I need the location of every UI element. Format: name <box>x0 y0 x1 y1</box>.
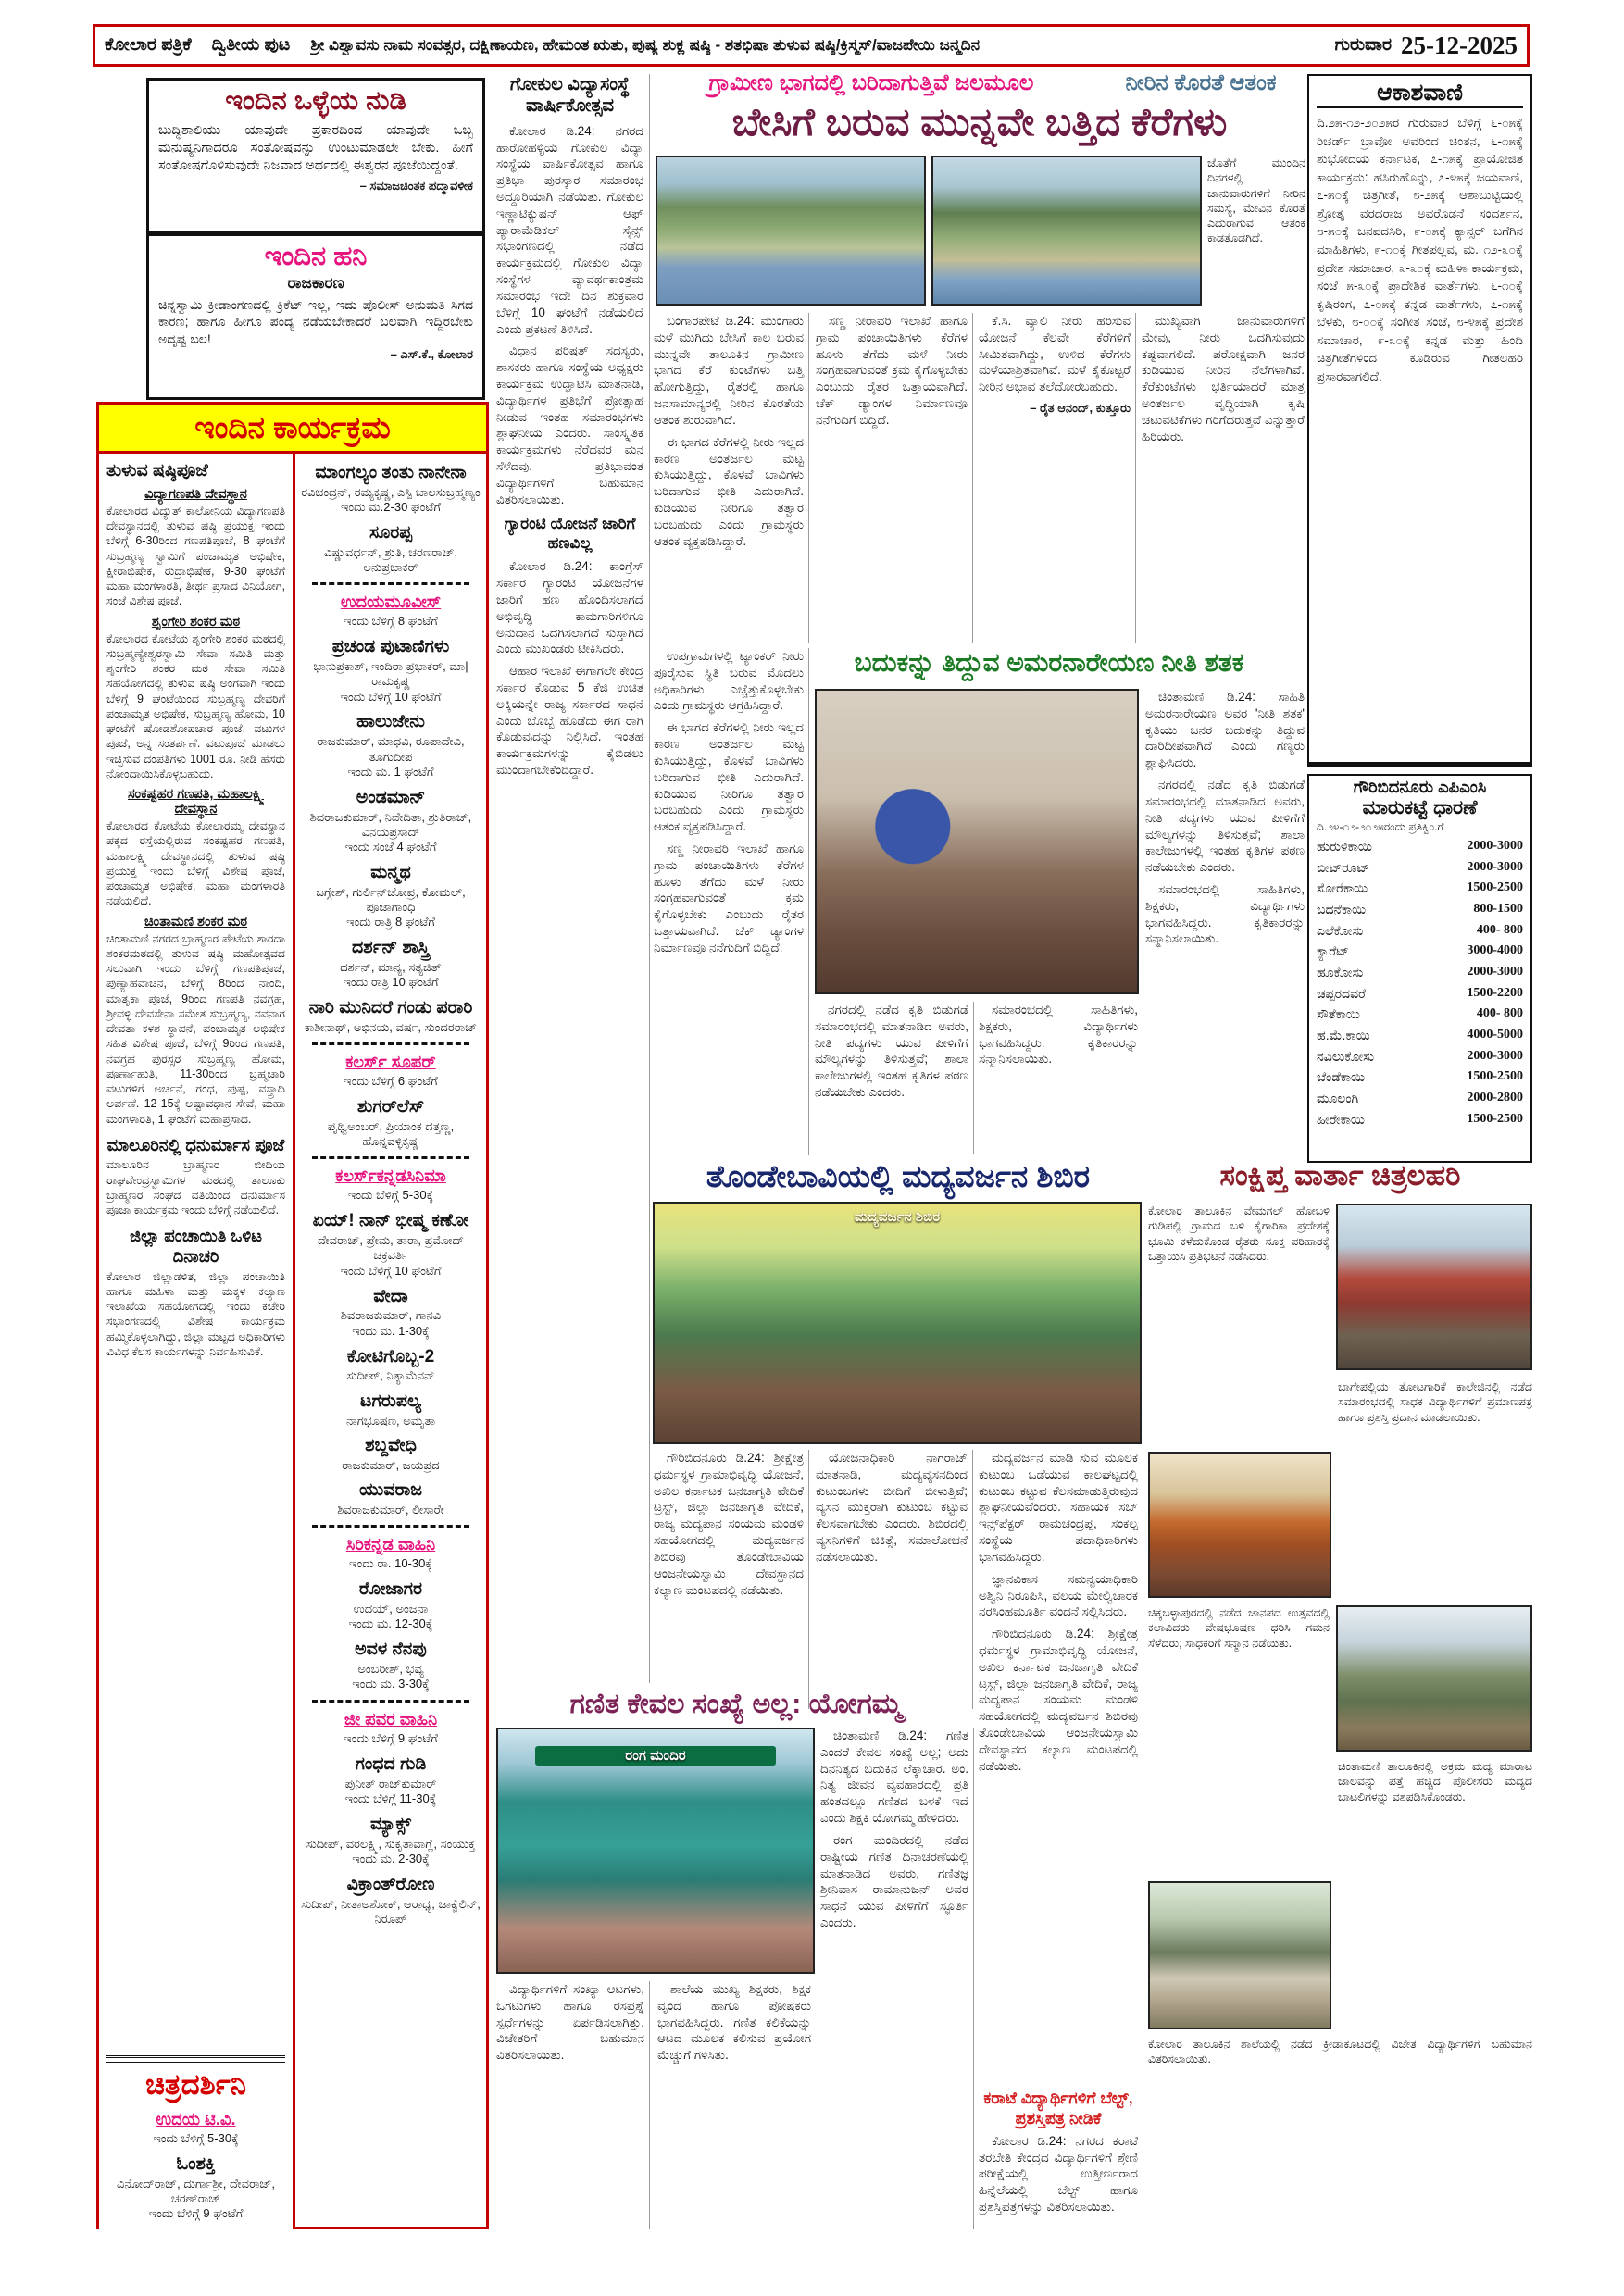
lake-paragraph: ಸಣ್ಣ ನೀರಾವರಿ ಇಲಾಖೆ ಹಾಗೂ ಗ್ರಾಮ ಪಂಚಾಯಿತಿಗಳು ಕೆರೆಗಳ ಹೂಳು ತೆಗೆದು ಮಳೆ ನೀರು ಸಂಗ್ರಹವಾಗುವಂತೆ ಕ್ರಮ ಕೈಗೊಳ್ಳಬೇಕು ಎಂಬುದು ರೈತರ ಒತ್ತಾಯವಾಗಿದೆ. ಚೆಕ್ ಡ್ಯಾಂಗಳ ನಿರ್ಮಾಣವೂ ನನೆಗುದಿಗೆ ಬಿದ್ದಿದೆ. <box>654 841 804 955</box>
chitradarshini-channel: ಉದಯ ಟಿ.ವಿ. <box>156 2109 236 2128</box>
temple-programmes-column <box>99 454 295 2229</box>
movie-time: ಇಂದು ಮ. 1-30ಕ್ಕೆ <box>352 1323 430 1338</box>
movie-title: ವೇದಾ <box>373 1286 408 1306</box>
panchanga-line: ಶ್ರೀ ವಿಶ್ವಾವಸು ನಾಮ ಸಂವತ್ಸರ, ದಕ್ಷಿಣಾಯಣ, ಹೇಮಂತ ಋತು, ಪುಷ್ಯ ಶುಕ್ಲ ಷಷ್ಠಿ - ಶತಭಿಷಾ ತುಳುವ ಷಷ್ಠಿ/ಕ್ರಿಸ್ಮಸ್/ವಾಜಪೇಯಿ ಜನ್ಮದಿನ <box>310 36 981 54</box>
channel-title: ಕಲರ್ಸ್‌ಕನ್ನಡಸಿನಿಮಾ <box>335 1167 446 1186</box>
lake-kicker: ಗ್ರಾಮೀಣ ಭಾಗದಲ್ಲಿ ಬರಿದಾಗುತ್ತಿವೆ ಜಲಮೂಲ <box>708 70 1034 95</box>
book-release-podium-photo <box>815 689 1139 994</box>
channel-time: ಇಂದು ಬೆಳಿಗ್ಗೆ 8 ಘಂಟೆಗೆ <box>344 614 438 629</box>
madyavarjana-headline: ತೊಂಡೇಬಾವಿಯಲ್ಲಿ ಮದ್ಯವರ್ಜನ ಶಿಬಿರ <box>706 1159 1091 1193</box>
movie-cast: ಉದಯ್, ಅಂಜನಾ <box>353 1601 429 1616</box>
movie-cast: ಶಿವರಾಜಕುಮಾರ್, ಲೀಸಾರೇ <box>337 1502 444 1516</box>
movie-title: ರೋಜಾಗರ <box>358 1578 423 1599</box>
chitralahari-headline: ಸಂಕ್ಷಿಪ್ತ ವಾರ್ತಾ ಚಿತ್ರಲಹರಿ <box>1219 1159 1461 1192</box>
lake-body-col-3 <box>979 313 1136 643</box>
market-title-2: ಮಾರುಕಟ್ಟೆ ಧಾರಣೆ <box>1362 797 1478 818</box>
movie-title: ದರ್ಶನ್ ಶಾಸ್ತ್ರಿ <box>352 938 430 958</box>
lake-quote-attribution: – ರೈತ ಆನಂದ್, ಕುತ್ತೂರು <box>1030 401 1131 416</box>
movie-title: ಅಂಡಮಾನ್ <box>356 787 426 807</box>
neeti-body-below-1 <box>815 1002 974 1154</box>
movie-time: ಇಂದು ಮ. 2-30ಕ್ಕೆ <box>352 1851 430 1866</box>
madyavarjana-paragraph: ಗೌರಿಬಿದನೂರು ಡಿ.24: ಶ್ರೀಕ್ಷೇತ್ರ ಧರ್ಮಸ್ಥಳ ಗ್ರಾಮಾಭಿವೃದ್ಧಿ ಯೋಜನೆ, ಅಖಿಲ ಕರ್ನಾಟಕ ಜನಜಾಗೃತಿ ವೇದಿಕೆ ಟ್ರಸ್ಟ್, ಜಿಲ್ಲಾ ಜನಜಾಗೃತಿ ವೇದಿಕೆ, ರಾಜ್ಯ ಮದ್ಯಪಾನ ಸಂಯಮ ಮಂಡಳಿ ಸಹಯೋಗದಲ್ಲಿ ಮದ್ಯವರ್ಜನ ಶಿಬಿರವು ತೊಂಡೇಬಾವಿಯ ಆಂಜನೇಯಸ್ವಾಮಿ ದೇವಸ್ಥಾನದ ಕಲ್ಯಾಣ ಮಂಟಪದಲ್ಲಿ ನಡೆಯಿತು. <box>979 1627 1138 1773</box>
programmes-banner-label: ಇಂದಿನ ಕಾರ್ಯಕ್ರಮ <box>194 409 391 444</box>
lake-body-col-5 <box>654 648 809 1155</box>
movie-title: ಟಗರುಪಲ್ಯ <box>360 1391 421 1411</box>
market-row: ಸೌತೆಕಾಯಿ 400- 800 <box>1317 1006 1523 1022</box>
lake-body-col-2 <box>816 313 973 643</box>
movie-time: ಇಂದು ಬೆಳಿಗ್ಗೆ 10 ಘಂಟೆಗೆ <box>340 1263 442 1278</box>
award-ceremony-photo <box>1336 1605 1532 1752</box>
temple-entry-body: ಮಾಲೂರಿನ ಬ್ರಾಹ್ಮಣರ ಬೀದಿಯ ರಾಘವೇಂದ್ರಸ್ವಾಮಿಗಳ ಮಠದಲ್ಲಿ ತಾಲೂಕು ಬ್ರಾಹ್ಮಣರ ಸಂಘದ ವತಿಯಿಂದ ಧನುರ್ಮಾಸ ಪೂಜಾ ಕಾರ್ಯಕ್ರಮ ಇಂದು ಬೆಳಿಗ್ಗೆ ನಡೆಯಲಿದೆ. <box>106 1158 285 1217</box>
lake-body-col-4 <box>1142 313 1305 643</box>
neeti-paragraph: ನಗರದಲ್ಲಿ ನಡೆದ ಕೃತಿ ಬಿಡುಗಡೆ ಸಮಾರಂಭದಲ್ಲಿ ಮಾತನಾಡಿದ ಅವರು, ನೀತಿ ಪದ್ಯಗಳು ಯುವ ಪೀಳಿಗೆಗೆ ಮೌಲ್ಯಗಳನ್ನು ತಿಳಿಸುತ್ತವೆ; ಶಾಲಾ ಕಾಲೇಜುಗಳಲ್ಲಿ ಇಂತಹ ಕೃತಿಗಳ ಪಠಣ ನಡೆಯಬೇಕು ಎಂದರು. <box>1145 778 1305 875</box>
akashavani-title: ಆಕಾಶವಾಣಿ <box>1317 80 1523 108</box>
divider <box>312 1525 469 1528</box>
market-row: ಚಪ್ಪರದವರೆ 1500-2200 <box>1317 985 1523 1001</box>
market-row: ನವಿಲುಕೋಸು 2000-3000 <box>1317 1048 1523 1064</box>
temple-entry-body: ಕೋಲಾರದ ಕೋಟೆಯ ಕೋಲಾರಮ್ಮ ದೇವಸ್ಥಾನ ಪಕ್ಕದ ರಸ್ತೆಯಲ್ಲಿರುವ ಸಂಕಷ್ಟಹರ ಗಣಪತಿ, ಮಹಾಲಕ್ಷ್ಮಿ ದೇವಸ್ಥಾನದಲ್ಲಿ ತುಳುವ ಷಷ್ಠಿ ಪ್ರಯುಕ್ತ ಇಂದು ಬೆಳಿಗ್ಗೆ ವಿಶೇಷ ಪೂಜೆ, ಪಂಚಾಮೃತ ಅಭಿಷೇಕ, ಮಹಾ ಮಂಗಳಾರತಿ ನಡೆಯಲಿದೆ. <box>106 819 285 908</box>
movie-title: ಅವಳ ನೆನಪು <box>355 1639 427 1659</box>
temple-entry-venue: ವಿದ್ಯಾಗಣಪತಿ ದೇವಸ್ಥಾನ <box>144 486 247 502</box>
market-row: ಕ್ಯಾರೆಟ್ 3000-4000 <box>1317 943 1523 959</box>
market-row: ಹ.ಮೆ.ಕಾಯಿ 4000-5000 <box>1317 1028 1523 1043</box>
channel-time: ಇಂದು ರಾ. 10-30ಕ್ಕೆ <box>349 1555 432 1570</box>
page-label: ದ್ವಿತೀಯ ಪುಟ <box>211 35 291 55</box>
movie-time: ಇಂದು ಬೆಳಿಗ್ಗೆ 10 ಘಂಟೆಗೆ <box>340 689 442 704</box>
movie-cast: ಭಾನುಪ್ರಕಾಶ್, ಇಂದಿರಾ ಪ್ರಭಾಕರ್, ಮಾ|ರಾಮಕೃಷ್ಣ <box>313 659 468 689</box>
movie-cast: ಜಗ್ಗೇಶ್, ಗುರ್ಲಿನ್‌ಚೋಪ್ರ, ಕೋಮಲ್, ಪೂಜಾಗಾಂಧಿ <box>316 884 466 915</box>
ganita-paragraph: ಚಿಂತಾಮಣಿ ಡಿ.24: ಗಣಿತ ಎಂದರೆ ಕೇವಲ ಸಂಖ್ಯೆ ಅಲ್ಲ; ಅದು ದಿನನಿತ್ಯದ ಬದುಕಿನ ಲೆಕ್ಕಾಚಾರ. ಅಂ. ನಿತ್ಯ ಜೀವನ ವ್ಯವಹಾರದಲ್ಲಿ ಪ್ರತಿ ಹಂತದಲ್ಲೂ ಗಣಿತದ ಬಳಕೆ ಇದೆ ಎಂದು ಶಿಕ್ಷಕಿ ಯೋಗಮ್ಮ ಹೇಳಿದರು. <box>820 1728 968 1826</box>
market-row: ಎಲೆಕೋಸು 400- 800 <box>1317 922 1523 938</box>
gokula-headline: ಗೋಕುಲ ವಿದ್ಯಾಸಂಸ್ಥೆ ವಾರ್ಷಿಕೋತ್ಸವ <box>509 74 631 117</box>
madyavarjana-paragraph: ಯೋಜನಾಧಿಕಾರಿ ನಾಗರಾಜ್ ಮಾತನಾಡಿ, ಮದ್ಯವ್ಯಸನದಿಂದ ಕುಟುಂಬಗಳು ಬೀದಿಗೆ ಬೀಳುತ್ತಿವೆ; ವ್ಯಸನ ಮುಕ್ತರಾಗಿ ಕುಟುಂಬ ಕಟ್ಟುವ ಕೆಲಸವಾಗಬೇಕು ಎಂದರು. ಶಿಬಿರದಲ್ಲಿ ವ್ಯಸನಿಗಳಿಗೆ ಚಿಕಿತ್ಸೆ, ಸಮಾಲೋಚನೆ ನಡೆಸಲಾಯಿತು. <box>816 1451 968 1564</box>
paper-name: ಕೋಲಾರ ಪತ್ರಿಕೆ <box>105 35 192 55</box>
market-note: ದಿ.೨೪-೧೨-೨೦೨೫ರಂದು ಪ್ರತಿಕ್ವಿಂ.ಗೆ <box>1317 820 1444 833</box>
movie-cast: ಕಾಶೀನಾಥ್, ಅಭಿನಯ, ವರ್ಷ, ಸುಂದರರಾಜ್ <box>304 1019 478 1034</box>
movie-title: ಶಬ್ದವೇಧಿ <box>365 1435 417 1455</box>
channel-title: ಉದಯಮೂವೀಸ್ <box>340 593 442 612</box>
temple-entry-venue: ಚಿಂತಾಮಣಿ ಶಂಕರ ಮಠ <box>144 914 248 930</box>
ganita-headline: ಗಣಿತ ಕೇವಲ ಸಂಖ್ಯೆ ಅಲ್ಲ: ಯೋಗಮ್ಮ <box>569 1689 903 1719</box>
movie-time: ಇಂದು ರಾತ್ರಿ 10 ಘಂಟೆಗೆ <box>343 975 439 990</box>
gokula-body: ವಿಧಾನ ಪರಿಷತ್ ಸದಸ್ಯರು, ಶಾಸಕರು ಹಾಗೂ ಸಂಸ್ಥೆಯ ಅಧ್ಯಕ್ಷರು ಕಾರ್ಯಕ್ರಮ ಉದ್ಘಾಟಿಸಿ ಮಾತನಾಡಿ, ವಿದ್ಯಾರ್ಥಿಗಳ ಪ್ರತಿಭೆಗೆ ಪ್ರೋತ್ಸಾಹ ನೀಡುವ ಇಂತಹ ಸಮಾರಂಭಗಳು ಶ್ಲಾಘನೀಯ ಎಂದರು. ಸಾಂಸ್ಕೃತಿಕ ಕಾರ್ಯಕ್ರಮಗಳು ನೆರೆದವರ ಮನ ಸೆಳೆದವು. ಪ್ರತಿಭಾವಂತ ವಿದ್ಯಾರ್ಥಿಗಳಿಗೆ ಬಹುಮಾನ ವಿತರಿಸಲಾಯಿತು. <box>496 343 643 506</box>
lake-paragraph: ಈ ಭಾಗದ ಕೆರೆಗಳಲ್ಲಿ ನೀರು ಇಲ್ಲದ ಕಾರಣ ಅಂತರ್ಜಲ ಮಟ್ಟ ಕುಸಿಯುತ್ತಿದ್ದು, ಕೊಳವೆ ಬಾವಿಗಳು ಬರಿದಾಗುವ ಭೀತಿ ಎದುರಾಗಿದೆ. ಕುಡಿಯುವ ನೀರಿಗೂ ತತ್ವಾರ ಬರಬಹುದು ಎಂದು ಗ್ರಾಮಸ್ಥರು ಆತಂಕ ವ್ಯಕ್ತಪಡಿಸಿದ್ದಾರೆ. <box>654 434 804 548</box>
market-row: ಸೋರೆಕಾಯಿ 1500-2500 <box>1317 880 1523 896</box>
movie-cast: ರಾಜಕುಮಾರ್, ಜಯಪ್ರದ <box>342 1457 440 1472</box>
good-word-attribution: – ಸಮಾಜಚಿಂತಕ ಪದ್ಮಾವಳೀಕ <box>359 179 473 193</box>
madyavarjana-paragraph: ಜ್ಞಾನವಿಕಾಸ ಸಮನ್ವಯಾಧಿಕಾರಿ ಅಶ್ವಿನಿ ನಿರೂಪಿಸಿ, ವಲಯ ಮೇಲ್ವಿಚಾರಕ ನರಸಿಂಹಮೂರ್ತಿ ವಂದನೆ ಸಲ್ಲಿಸಿದರು. <box>979 1571 1138 1619</box>
neeti-headline: ಬದುಕನ್ನು ತಿದ್ದುವ ಅಮರನಾರೇಯಣ ನೀತಿ ಶತಕ <box>854 648 1244 677</box>
dried-lake-photo-2 <box>931 156 1202 306</box>
divider <box>312 582 469 585</box>
ranga-mandira-photo <box>496 1728 815 1974</box>
akashavani-box <box>1307 74 1532 767</box>
karate-body: ಕೋಲಾರ ಡಿ.24: ನಗರದ ಕರಾಟೆ ತರಬೇತಿ ಕೇಂದ್ರದ ವಿದ್ಯಾರ್ಥಿಗಳಿಗೆ ಶ್ರೇಣಿ ಪರೀಕ್ಷೆಯಲ್ಲಿ ಉತ್ತೀರ್ಣರಾದ ಹಿನ್ನೆಲೆಯಲ್ಲಿ ಬೆಲ್ಟ್ ಹಾಗೂ ಪ್ರಶಸ್ತಿಪತ್ರಗಳನ್ನು ವಿತರಿಸಲಾಯಿತು. <box>979 2133 1138 2214</box>
lake-paragraph: ಕೆ.ಸಿ. ವ್ಯಾಲಿ ನೀರು ಹರಿಸುವ ಯೋಜನೆ ಕೆಲವೇ ಕೆರೆಗಳಿಗೆ ಸೀಮಿತವಾಗಿದ್ದು, ಉಳಿದ ಕೆರೆಗಳು ಮಳೆಯಾಶ್ರಿತವಾಗಿವೆ. ಮಳೆ ಕೈಕೊಟ್ಟರೆ ನೀರಿನ ಅಭಾವ ತಲೆದೋರಬಹುದು. <box>979 314 1131 394</box>
hani-title: ಇಂದಿನ ಹನಿ <box>264 242 368 271</box>
gokula-body: ಆಹಾರ ಇಲಾಖೆ ಈಗಾಗಲೇ ಕೇಂದ್ರ ಸರ್ಕಾರ ಕೊಡುವ 5 ಕೆಜಿ ಉಚಿತ ಅಕ್ಕಿಯನ್ನೇ ರಾಜ್ಯ ಸರ್ಕಾರದ ಸಾಧನೆ ಎಂದು ಬೊಬ್ಬೆ ಹೊಡೆದು ಈಗ ರಾಗಿ ಕೊಡುವುದನ್ನು ನಿಲ್ಲಿಸಿದೆ. ಇಂತಹ ಕಾರ್ಯಕ್ರಮಗಳನ್ನು ಕೈಬಿಡಲು ಮುಂದಾಗಬೇಕೆಂದಿದ್ದಾರೆ. <box>496 664 643 777</box>
chitralahari-caption: ಚಿಂತಾಮಣಿ ತಾಲೂಕಿನಲ್ಲಿ ಅಕ್ರಮ ಮದ್ಯ ಮಾರಾಟ ಜಾಲವನ್ನು ಪತ್ತೆ ಹಚ್ಚಿದ ಪೊಲೀಸರು ಮದ್ಯದ ಬಾಟಲಿಗಳನ್ನು ವಶಪಡಿಸಿಕೊಂಡರು. <box>1338 1760 1532 1803</box>
programmes-banner <box>99 405 486 454</box>
chitradarshini-title: ಚಿತ್ರದರ್ಶಿನಿ <box>145 2067 246 2101</box>
movie-title: ಹಾಲುಜೇನು <box>356 712 425 732</box>
movie-title: ಏಯ್! ನಾನ್ ಭೀಷ್ಮ ಕಣೋ <box>312 1211 469 1231</box>
temple-entry-venue: ಶೃಂಗೇರಿ ಶಂಕರ ಮಠ <box>151 614 241 630</box>
neeti-body-below-2 <box>979 1002 1138 1154</box>
market-title-1: ಗೌರಿಬಿದನೂರು ಎಪಿಎಂಸಿ <box>1353 778 1487 796</box>
chitradarshini-cast: ವಿನೋದ್‌ರಾಜ್, ದುರ್ಗಾಶ್ರೀ, ದೇವರಾಜ್, ಚರಣ್‌ರಾಜ್ <box>116 2176 275 2205</box>
movie-time: ಇಂದು ಮ.2-30 ಘಂಟೆಗೆ <box>340 500 442 515</box>
movie-cast: ಶಿವರಾಜಕುಮಾರ್, ಗಾನವಿ <box>340 1308 442 1323</box>
madyavarjana-paragraph: ಮದ್ಯವರ್ಜನ ಮಾಡಿ ಸುವ ಮೂಲಕ ಕುಟುಂಬ ಒಡೆಯುವ ಕಾಲಘಟ್ಟದಲ್ಲಿ ಕುಟುಂಬ ಕಟ್ಟುವ ಕೆಲಸಮಾಡುತ್ತಿರುವುದ ಶ್ಲಾಘನೀಯವೆಂದರು. ಸಹಾಯಕ ಸಬ್ ಇನ್ಸ್‌ಪೆಕ್ಟರ್ ರಾಮಚಂದ್ರಪ್ಪ, ಸಂಕಲ್ಪ ಸಂಸ್ಥೆಯ ಪದಾಧಿಕಾರಿಗಳು ಭಾಗವಹಿಸಿದ್ದರು. <box>979 1451 1138 1564</box>
market-row: ಹುರುಳಿಕಾಯಿ 2000-3000 <box>1317 839 1523 854</box>
movie-title: ಸೂರಪ್ಪ <box>369 522 412 543</box>
dried-lake-photo-1 <box>656 156 926 306</box>
protest-photo <box>1336 1204 1532 1370</box>
movie-cast: ಶಿವರಾಜಕುಮಾರ್, ನಿವೇದಿತಾ, ಶ್ರುತಿರಾಜ್, ವಿನಯಪ್ರಸಾದ್ <box>309 809 472 839</box>
hani-box <box>146 233 485 400</box>
chitralahari-caption: ಚಿಕ್ಕಬಳ್ಳಾಪುರದಲ್ಲಿ ನಡೆದ ಜಾನಪದ ಉತ್ಸವದಲ್ಲಿ ಕಲಾವಿದರು ವೇಷಭೂಷಣ ಧರಿಸಿ ಗಮನ ಸೆಳೆದರು; ಸಾಧಕರಿಗೆ ಸನ್ಮಾನ ನಡೆಯಿತು. <box>1148 1606 1330 1650</box>
movie-cast: ದೇವರಾಜ್, ಪ್ರೇಮ, ತಾರಾ, ಪ್ರಮೋದ್ ಚಕ್ರವರ್ತಿ <box>318 1233 464 1263</box>
ganita-paragraph: ರಂಗ ಮಂದಿರದಲ್ಲಿ ನಡೆದ ರಾಷ್ಟ್ರೀಯ ಗಣಿತ ದಿನಾಚರಣೆಯಲ್ಲಿ ಮಾತನಾಡಿದ ಅವರು, ಗಣಿತಜ್ಞ ಶ್ರೀನಿವಾಸ ರಾಮಾನುಜನ್ ಅವರ ಸಾಧನೆ ಯುವ ಪೀಳಿಗೆಗೆ ಸ್ಫೂರ್ತಿ ಎಂದರು. <box>820 1832 968 1929</box>
ganita-col-below-1 <box>496 1981 650 2229</box>
movie-cast: ಸುದೀಪ್, ನಿತ್ಯಾಮೆನನ್ <box>346 1368 435 1383</box>
movie-cast: ಪೃಥ್ವಿಅಂಬರ್, ಪ್ರಿಯಾಂಕ ದತ್ತಣ್ಣ, ಹೊನ್ನವಳ್ಳಿಕೃಷ್ಣ <box>327 1118 455 1149</box>
ganita-col-right <box>820 1728 974 2229</box>
movie-title: ಗಂಧದ ಗುಡಿ <box>355 1753 427 1774</box>
ganita-paragraph: ಶಾಲೆಯ ಮುಖ್ಯ ಶಿಕ್ಷಕರು, ಶಿಕ್ಷಕ ವೃಂದ ಹಾಗೂ ಪೋಷಕರು ಭಾಗವಹಿಸಿದ್ದರು. ಗಣಿತ ಕಲಿಕೆಯನ್ನು ಆಟದ ಮೂಲಕ ಕಲಿಸುವ ಪ್ರಯೋಗ ಮೆಚ್ಚುಗೆ ಗಳಿಸಿತು. <box>657 1982 811 2063</box>
lake-paragraph: ಈ ಭಾಗದ ಕೆರೆಗಳಲ್ಲಿ ನೀರು ಇಲ್ಲದ ಕಾರಣ ಅಂತರ್ಜಲ ಮಟ್ಟ ಕುಸಿಯುತ್ತಿದ್ದು, ಕೊಳವೆ ಬಾವಿಗಳು ಬರಿದಾಗುವ ಭೀತಿ ಎದುರಾಗಿದೆ. ಕುಡಿಯುವ ನೀರಿಗೂ ತತ್ವಾರ ಬರಬಹುದು ಎಂದು ಗ್ರಾಮಸ್ಥರು ಆತಂಕ ವ್ಯಕ್ತಪಡಿಸಿದ್ದಾರೆ. <box>654 720 804 834</box>
lake-paragraph: ಸಣ್ಣ ನೀರಾವರಿ ಇಲಾಖೆ ಹಾಗೂ ಗ್ರಾಮ ಪಂಚಾಯಿತಿಗಳು ಕೆರೆಗಳ ಹೂಳು ತೆಗೆದು ಮಳೆ ನೀರು ಸಂಗ್ರಹವಾಗುವಂತೆ ಕ್ರಮ ಕೈಗೊಳ್ಳಬೇಕು ಎಂಬುದು ರೈತರ ಒತ್ತಾಯವಾಗಿದೆ. ಚೆಕ್ ಡ್ಯಾಂಗಳ ನಿರ್ಮಾಣವೂ ನನೆಗುದಿಗೆ ಬಿದ್ದಿದೆ. <box>816 314 968 427</box>
lake-headline: ಬೇಸಿಗೆ ಬರುವ ಮುನ್ನವೇ ಬತ್ತಿದ ಕೆರೆಗಳು <box>731 100 1228 144</box>
temple-entry-body: ಕೋಲಾರದ ವಿದ್ಯುತ್ ಕಾಲೋನಿಯ ವಿದ್ಯಾಗಣಪತಿ ದೇವಸ್ಥಾನದಲ್ಲಿ ತುಳುವ ಷಷ್ಠಿ ಪ್ರಯುಕ್ತ ಇಂದು ಬೆಳಿಗ್ಗೆ 6-30ರಿಂದ ಗಣಪತಿಪೂಜೆ, 8 ಘಂಟೆಗೆ ಸುಬ್ರಹ್ಮಣ್ಯ ಸ್ವಾಮಿಗೆ ಪಂಚಾಮೃತ ಅಭಿಷೇಕ, ಕ್ಷೀರಾಭಿಷೇಕ, ರುದ್ರಾಭಿಷೇಕ, 9-30 ಘಂಟೆಗೆ ಮಹಾ ಮಂಗಳಾರತಿ, ತೀರ್ಥ ಪ್ರಸಾದ ವಿನಿಯೋಗ, ಸಂಜೆ ವಿಶೇಷ ಪೂಜೆ. <box>106 504 285 608</box>
karate-article <box>979 2089 1138 2229</box>
lake-paragraph: ಮುಖ್ಯವಾಗಿ ಜಾನುವಾರುಗಳಿಗೆ ಮೇವು, ನೀರು ಒದಗಿಸುವುದು ಕಷ್ಟವಾಗಲಿದೆ. ಪರೋಕ್ಷವಾಗಿ ಜನರ ಕುಡಿಯುವ ನೀರಿನ ನೆಲೆಗಳಾಗಿವೆ. ಕೆರೆಕುಂಟೆಗಳು ಭರ್ತಿಯಾದರೆ ಮಾತ್ರ ಅಂತರ್ಜಲ ವೃದ್ಧಿಯಾಗಿ ಕೃಷಿ ಚಟುವಟಿಕೆಗಳು ಗರಿಗೆದರುತ್ತವೆ ಎನ್ನುತ್ತಾರೆ ಹಿರಿಯರು. <box>1142 314 1305 443</box>
channel-time: ಇಂದು ಬೆಳಿಗ್ಗೆ 9 ಘಂಟೆಗೆ <box>344 1730 438 1745</box>
folk-festival-photo <box>1148 1452 1331 1598</box>
neeti-body-col <box>1145 689 1305 1155</box>
movie-title: ಮಾಂಗಲ್ಯಂ ತಂತು ನಾನೇನಾ <box>315 463 467 482</box>
ganita-col-below-2 <box>657 1981 811 2229</box>
day-label: ಗುರುವಾರ <box>1334 35 1393 55</box>
movie-time: ಇಂದು ಮ. 12-30ಕ್ಕೆ <box>348 1616 433 1630</box>
madyavarjana-col-2 <box>816 1450 973 1709</box>
ranga-mandira-banner: ರಂಗ ಮಂದಿರ <box>535 1746 776 1766</box>
lake-body-col-1 <box>654 313 809 643</box>
lake-paragraph: ಉಪಗ್ರಾಮಗಳಲ್ಲಿ ಟ್ಯಾಂಕರ್ ನೀರು ಪೂರೈಸುವ ಸ್ಥಿತಿ ಬರುವ ಮೊದಲು ಅಧಿಕಾರಿಗಳು ಎಚ್ಚೆತ್ತುಕೊಳ್ಳಬೇಕು ಎಂದು ಗ್ರಾಮಸ್ಥರು ಆಗ್ರಹಿಸಿದ್ದಾರೆ. <box>654 649 804 713</box>
movie-cast: ದರ್ಶನ್, ಮಾನ್ಯ, ಸತ್ಯಜಿತ್ <box>340 960 442 974</box>
channel-title: ಜೀ ಪವರ ವಾಹಿನಿ <box>344 1709 438 1728</box>
market-row: ಹೀರೇಕಾಯಿ 1500-2500 <box>1317 1111 1523 1127</box>
movie-time: ಇಂದು ಬೆಳಿಗ್ಗೆ 11-30ಕ್ಕೆ <box>344 1791 437 1805</box>
channel-time: ಇಂದು ಬೆಳಿಗ್ಗೆ 6 ಘಂಟೆಗೆ <box>344 1074 438 1089</box>
chitralahari-caption: ಕೋಲಾರ ತಾಲೂಕಿನ ವೇಮಗಲ್ ಹೋಬಳಿ ಗುಡಿಪಲ್ಲಿ ಗ್ರಾಮದ ಬಳಿ ಕೈಗಾರಿಕಾ ಪ್ರದೇಶಕ್ಕೆ ಭೂಮಿ ಕಳೆದುಕೊಂಡ ರೈತರು ಸೂಕ್ತ ಪರಿಹಾರಕ್ಕೆ ಒತ್ತಾಯಿಸಿ ಪ್ರತಿಭಟನೆ ನಡೆಸಿದರು. <box>1148 1204 1330 1263</box>
madyavarjana-col-1 <box>654 1450 809 1709</box>
movie-title: ವಿಕ್ರಾಂತ್‌ರೋಣ <box>346 1874 435 1894</box>
divider <box>312 1042 469 1045</box>
movie-time: ಇಂದು ಮ. 1 ಘಂಟೆಗೆ <box>347 764 434 779</box>
movie-cast: ರವಿಚಂದ್ರನ್, ರಮ್ಯಕೃಷ್ಣ, ಎಸ್ಪಿ ಬಾಲಸುಬ್ರಹ್ಮಣ್ಯಂ <box>301 484 481 499</box>
masthead <box>93 24 1530 67</box>
chitradarshini-channel-time: ಇಂದು ಬೆಳಿಗ್ಗೆ 5-30ಕ್ಕೆ <box>153 2130 239 2145</box>
gokula-body: ಕೋಲಾರ ಡಿ.24: ಕಾಂಗ್ರೆಸ್ ಸರ್ಕಾರ ಗ್ಯಾರಂಟಿ ಯೋಜನೆಗಳ ಜಾರಿಗೆ ಹಣ ಹೊಂದಿಸಲಾಗದೆ ಅಭಿವೃದ್ಧಿ ಕಾಮಗಾರಿಗಳಿಗೂ ಅನುದಾನ ಒದಗಿಸಲಾಗದೆ ಸುಸ್ತಾಗಿದೆ ಎಂದು ಮುಖಂಡರು ಟೀಕಿಸಿದರು. <box>496 559 643 656</box>
movie-cast: ಪುನೀತ್ ರಾಜ್‌ಕುಮಾರ್ <box>344 1776 437 1791</box>
chitradarshini-block <box>99 2055 293 2229</box>
market-row: ಬದನೆಕಾಯಿ 800-1500 <box>1317 902 1523 917</box>
divider <box>312 1700 469 1703</box>
temple-entry-body: ಚಿಂತಾಮಣಿ ನಗರದ ಬ್ರಾಹ್ಮಣರ ಪೇಟೆಯ ಶಾರದಾ ಶಂಕರಮಠದಲ್ಲಿ ತುಳುವ ಷಷ್ಠಿ ಮಹೋತ್ಸವದ ಸಲುವಾಗಿ ಇಂದು ಬೆಳಿಗ್ಗೆ ಗಣಪತಿಪೂಜೆ, ಪುಣ್ಯಾಹವಾಚನ, ಬೆಳಿಗ್ಗೆ 8ರಿಂದ ನಾಂದಿ, ಮಾತೃಕಾ ಪೂಜೆ, 9ರಿಂದ ಗಣಪತಿ ನವಗ್ರಹ, ಶ್ರೀವಳ್ಳಿ ದೇವಸೇನಾ ಸಮೇತ ಸುಬ್ರಹ್ಮಣ್ಯ, ನವನಾಗ ದೇವತಾ ಕಳಶ ಸ್ಥಾಪನೆ, ಪಂಚಾಮೃತ ಅಭಿಷೇಕ ಸಹಿತ ವಿಶೇಷ ಪೂಜೆ, ಬೆಳಿಗ್ಗೆ 9ರಿಂದ ಗಣಪತಿ, ನವಗ್ರಹ ಪುರಸ್ಸರ ಸುಬ್ರಹ್ಮಣ್ಯ ಹೋಮ, ಪೂರ್ಣಾಹುತಿ, 11-30ರಿಂದ ಬ್ರಹ್ಮಚಾರಿ ವಟುಗಳಿಗೆ ಅರ್ಚನೆ, ಗಂಧ, ಪುಷ್ಪ, ವಸ್ತ್ರಾದಿ ಅರ್ಪಣೆ. 12-15ಕ್ಕೆ ಅಷ್ಟಾವಧಾನ ಸೇವೆ, ಮಹಾ ಮಂಗಳಾರತಿ, 1 ಘಂಟೆಗೆ ಮಹಾಪ್ರಸಾದ. <box>106 931 285 1126</box>
channel-time: ಇಂದು ಬೆಳಿಗ್ಗೆ 5-30ಕ್ಕೆ <box>347 1188 434 1203</box>
madyavarjana-camp-photo <box>653 1202 1142 1444</box>
market-row: ಬೆಂಡೆಕಾಯಿ 1500-2500 <box>1317 1069 1523 1085</box>
madyavarjana-paragraph: ಗೌರಿಬಿದನೂರು ಡಿ.24: ಶ್ರೀಕ್ಷೇತ್ರ ಧರ್ಮಸ್ಥಳ ಗ್ರಾಮಾಭಿವೃದ್ಧಿ ಯೋಜನೆ, ಅಖಿಲ ಕರ್ನಾಟಕ ಜನಜಾಗೃತಿ ವೇದಿಕೆ ಟ್ರಸ್ಟ್, ಜಿಲ್ಲಾ ಜನಜಾಗೃತಿ ವೇದಿಕೆ, ರಾಜ್ಯ ಮದ್ಯಪಾನ ಸಂಯಮ ಮಂಡಳಿ ಸಹಯೋಗದಲ್ಲಿ ಮದ್ಯವರ್ಜನ ಶಿಬಿರವು ತೊಂಡೇಬಾವಿಯ ಆಂಜನೇಯಸ್ವಾಮಿ ದೇವಸ್ಥಾನದ ಕಲ್ಯಾಣ ಮಂಟಪದಲ್ಲಿ ನಡೆಯಿತು. <box>654 1451 804 1597</box>
akashavani-schedule: ದಿ.೨೫-೧೨-೨೦೨೫ರ ಗುರುವಾರ ಬೆಳಿಗ್ಗೆ ೬-೦೫ಕ್ಕೆ ರಿಚರ್ಡ್ ಬ್ರಾವೋ ಅವರಿಂದ ಚಿಂತನ, ೬-೧೫ಕ್ಕೆ ಶುಭೋದಯ ಕರ್ನಾಟಕ, ೭-೧೫ಕ್ಕೆ ಪ್ರಾಯೋಜಿತ ಕಾರ್ಯಕ್ರಮ: ಹಸಿರುಹೊನ್ನು, ೭-೪೫ಕ್ಕೆ ಜಯವಾಣಿ, ೭-೫೦ಕ್ಕೆ ಚಿತ್ರಗೀತೆ, ೮-೨೫ಕ್ಕೆ ಆಶಾಬುಟ್ಟಿಯಲ್ಲಿ ಶ್ರೋತೃ ವರದರಾಜ ಅವರೊಡನೆ ಸಂದರ್ಶನ, ೮-೫೦ಕ್ಕೆ ಜನಪದಸಿರಿ, ೯-೦೫ಕ್ಕೆ ಕ್ಯಾನ್ಸರ್ ಬಗೆಗಿನ ಮಾಹಿತಿಗಳು, ೯-೧೦ಕ್ಕೆ ಗೀತಪಲ್ಲವ, ಮ. ೧೨-೩೦ಕ್ಕೆ ಪ್ರದೇಶ ಸಮಾಚಾರ, ೩-೩೦ಕ್ಕೆ ಮಹಿಳಾ ಕಾರ್ಯಕ್ರಮ, ಸಂಜೆ ೫-೩೦ಕ್ಕೆ ಪ್ರಾದೇಶಿಕ ವಾರ್ತೆಗಳು, ೬-೧೦ಕ್ಕೆ ಕೃಷಿರಂಗ, ೭-೦೫ಕ್ಕೆ ಕನ್ನಡ ವಾರ್ತೆಗಳು, ೭-೧೫ಕ್ಕೆ ಬೆಳಕು, ೮-೦೦ಕ್ಕೆ ಸಂಗೀತ ಸಂಜೆ, ೮-೪೫ಕ್ಕೆ ಪ್ರದೇಶ ಸಮಾಚಾರ, ೯-೩೦ಕ್ಕೆ ಕನ್ನಡ ಮತ್ತು ಹಿಂದಿ ಚಿತ್ರಗೀತೆಗಳಿಂದ ಕೂಡಿರುವ ಗೀತಲಹರಿ ಪ್ರಸಾರವಾಗಲಿದೆ. <box>1317 116 1523 383</box>
programmes-box <box>96 402 489 2229</box>
gokula-subhead: ಗ್ಯಾರಂಟಿ ಯೋಜನೆ ಜಾರಿಗೆ ಹಣವಿಲ್ಲ <box>504 515 636 552</box>
movie-title: ಪ್ರಚಂಡ ಪುಟಾಣಿಗಳು <box>331 637 450 657</box>
market-row: ಬೀಟ್‌ರೂಟ್ 2000-3000 <box>1317 859 1523 875</box>
chitradarshini-movie: ಓಂಶಕ್ತಿ <box>176 2153 216 2174</box>
movie-title: ಶುಗರ್‌ಲೆಸ್ <box>356 1097 425 1117</box>
movie-cast: ವಿಷ್ಣುವರ್ಧನ್, ಶ್ರುತಿ, ಚರಣರಾಜ್, ಅನುಪ್ರಭಾಕರ್ <box>323 544 458 575</box>
movie-title: ಕೋಟಿಗೊಬ್ಬ-2 <box>346 1346 435 1366</box>
ganita-paragraph: ವಿದ್ಯಾರ್ಥಿಗಳಿಗೆ ಸಂಖ್ಯಾ ಆಟಗಳು, ಒಗಟುಗಳು ಹಾಗೂ ರಸಪ್ರಶ್ನೆ ಸ್ಪರ್ಧೆಗಳನ್ನು ಏರ್ಪಡಿಸಲಾಗಿತ್ತು. ವಿಜೇತರಿಗೆ ಬಹುಮಾನ ವಿತರಿಸಲಾಯಿತು. <box>496 1982 644 2063</box>
lake-paragraph: ಬಂಗಾರಪೇಟೆ ಡಿ.24: ಮುಂಗಾರು ಮಳೆ ಮುಗಿದು ಬೇಸಿಗೆ ಕಾಲ ಬರುವ ಮುನ್ನವೇ ತಾಲೂಕಿನ ಗ್ರಾಮೀಣ ಭಾಗದ ಕೆರೆ ಕುಂಟೆಗಳು ಬತ್ತಿ ಹೋಗುತ್ತಿದ್ದು, ರೈತರಲ್ಲಿ ಹಾಗೂ ಜನಸಾಮಾನ್ಯರಲ್ಲಿ ನೀರಿನ ಕೊರತೆಯ ಆತಂಕ ಶುರುವಾಗಿದೆ. <box>654 314 804 427</box>
market-row: ಮೂಲಂಗಿ 2000-2800 <box>1317 1091 1523 1106</box>
movie-title: ಮನ್ಮಥ <box>370 862 411 882</box>
neeti-paragraph: ಸಮಾರಂಭದಲ್ಲಿ ಸಾಹಿತಿಗಳು, ಶಿಕ್ಷಕರು, ವಿದ್ಯಾರ್ಥಿಗಳು ಭಾಗವಹಿಸಿದ್ದರು. ಕೃತಿಕಾರರನ್ನು ಸನ್ಮಾನಿಸಲಾಯಿತು. <box>979 1003 1138 1067</box>
temple-entry-venue: ಸಂಕಷ್ಟಹರ ಗಣಪತಿ, ಮಹಾಲಕ್ಷ್ಮಿ ದೇವಸ್ಥಾನ <box>127 787 265 817</box>
hani-subtitle: ರಾಜಕಾರಣ <box>287 274 344 292</box>
chitralahari-caption: ಕೋಲಾರ ತಾಲೂಕಿನ ಶಾಲೆಯಲ್ಲಿ ನಡೆದ ಕ್ರೀಡಾಕೂಟದಲ್ಲಿ ವಿಜೇತ ವಿದ್ಯಾರ್ಥಿಗಳಿಗೆ ಬಹುಮಾನ ವಿತರಿಸಲಾಯಿತು. <box>1148 2038 1532 2066</box>
temple-entry-head: ತುಳುವ ಷಷ್ಠಿಪೂಜೆ <box>106 461 208 480</box>
movie-title: ನಾರಿ ಮುನಿದರೆ ಗಂಡು ಪರಾರಿ <box>308 998 473 1018</box>
movie-cast: ರಾಜಕುಮಾರ್, ಮಾಧವಿ, ರೂಪಾದೇವಿ, ತೂಗುದೀಪ <box>317 734 465 764</box>
temple-entry-head: ಜಿಲ್ಲಾ ಪಂಚಾಯಿತಿ ಒಳಿಟ ದಿನಾಚರಿ <box>130 1227 262 1267</box>
camp-banner: ಮದ್ಯವರ್ಜನ ಶಿಬಿರ <box>854 1209 941 1225</box>
market-row: ಹೂಕೋಸು 2000-3000 <box>1317 965 1523 980</box>
hani-attribution: – ಎಸ್.ಕೆ., ಕೋಲಾರ <box>390 347 473 362</box>
good-word-body: ಬುದ್ಧಿಶಾಲಿಯು ಯಾವುದೇ ಪ್ರಕಾರದಿಂದ ಯಾವುದೇ ಒಬ್ಬ ಮನುಷ್ಯನಿಗಾದರೂ ಸಂತೋಷವನ್ನು ಉಂಟುಮಾಡಲೇ ಬೇಕು. ಹೀಗೆ ಸಂತೋಷಗೊಳಿಸುವುದೇ ನಿಜವಾದ ಅರ್ಥದಲ್ಲಿ ಈಶ್ವರನ ಪೂಜೆಯಿದ್ದಂತೆ. <box>158 123 473 174</box>
temple-entry-body: ಕೋಲಾರದ ಕೋಟೆಯ ಶೃಂಗೇರಿ ಶಂಕರ ಮಠದಲ್ಲಿ ಸುಬ್ರಹ್ಮಣ್ಯೇಶ್ವರಸ್ವಾಮಿ ಸೇವಾ ಸಮಿತಿ ಮತ್ತು ಶೃಂಗೇರಿ ಶಂಕರ ಮಠ ಸೇವಾ ಸಮಿತಿ ಸಹಯೋಗದಲ್ಲಿ ತುಳುವ ಷಷ್ಠಿ ಅಂಗವಾಗಿ ಇಂದು ಬೆಳಿಗ್ಗೆ 9 ಘಂಟೆಯಿಂದ ಸುಬ್ರಹ್ಮಣ್ಯ ದೇವರಿಗೆ ಪಂಚಾಮೃತ ಅಭಿಷೇಕ, ಸುಬ್ರಹ್ಮಣ್ಯ ಹೋಮ, 10 ಘಂಟೆಗೆ ಷೋಡಶೋಪಚಾರ ಪೂಜೆ, ವಟುಗಳ ಪೂಜೆ, ಅನ್ನ ಸಂತರ್ಪಣೆ. ವಟುಪೂಜೆ ಮಾಡಲು ಇಚ್ಛಿಸುವ ದಂಪತಿಗಳು 1001 ರೂ. ನೀಡಿ ಹೆಸರು ನೋಂದಾಯಿಸಿಕೊಳ್ಳಬಹುದು. <box>106 631 285 780</box>
neeti-paragraph: ನಗರದಲ್ಲಿ ನಡೆದ ಕೃತಿ ಬಿಡುಗಡೆ ಸಮಾರಂಭದಲ್ಲಿ ಮಾತನಾಡಿದ ಅವರು, ನೀತಿ ಪದ್ಯಗಳು ಯುವ ಪೀಳಿಗೆಗೆ ಮೌಲ್ಯಗಳನ್ನು ತಿಳಿಸುತ್ತವೆ; ಶಾಲಾ ಕಾಲೇಜುಗಳಲ್ಲಿ ಇಂತಹ ಕೃತಿಗಳ ಪಠಣ ನಡೆಯಬೇಕು ಎಂದರು. <box>815 1003 968 1100</box>
chitralahari-section <box>1148 1204 1532 2229</box>
movie-title: ಯುವರಾಜ <box>358 1479 423 1500</box>
lake-side-note: ಜೊತೆಗೆ ಮುಂದಿನ ದಿನಗಳಲ್ಲಿ ಜಾನುವಾರುಗಳಿಗೆ ನೀರಿನ ಸಮಸ್ಯೆ, ಮೇವಿನ ಕೊರತೆ ಎದುರಾಗುವ ಆತಂಕ ಕಾಡತೊಡಗಿದೆ. <box>1207 156 1305 245</box>
movie-cast: ಅಂಬರೀಶ್, ಭವ್ಯ <box>357 1661 424 1676</box>
madyavarjana-col-3 <box>979 1450 1138 2087</box>
good-word-title: ಇಂದಿನ ಒಳ್ಳೆಯ ನುಡಿ <box>225 86 406 116</box>
chitradarshini-time: ಇಂದು ಬೆಳಿಗ್ಗೆ 9 ಘಂಟೆಗೆ <box>148 2206 244 2221</box>
movie-cast: ನಾಗಭೂಷಣ, ಅಮೃತಾ <box>345 1413 436 1428</box>
temple-entry-body: ಕೋಲಾರ ಜಿಲ್ಲಾಡಳಿತ, ಜಿಲ್ಲಾ ಪಂಚಾಯಿತಿ ಹಾಗೂ ಮಹಿಳಾ ಮತ್ತು ಮಕ್ಕಳ ಕಲ್ಯಾಣ ಇಲಾಖೆಯ ಸಹಯೋಗದಲ್ಲಿ ಇಂದು ಕಚೇರಿ ಸಭಾಂಗಣದಲ್ಲಿ ವಿಶೇಷ ಕಾರ್ಯಕ್ರಮ ಹಮ್ಮಿಕೊಳ್ಳಲಾಗಿದ್ದು, ಜಿಲ್ಲಾ ಮಟ್ಟದ ಅಧಿಕಾರಿಗಳು ವಿವಿಧ ಕೆಲಸ ಕಾರ್ಯಗಳನ್ನು ನಿರ್ವಹಿಸುವಿಕೆ. <box>106 1269 285 1358</box>
market-rates-box <box>1307 774 1532 1163</box>
police-seizure-photo <box>1148 1881 1331 2029</box>
movie-cast: ಸುದೀಪ್, ವರಲಕ್ಷ್ಮಿ, ಸುಕೃತಾವಾಗ್ಲೆ, ಸಂಯುಕ್ತ <box>306 1836 476 1851</box>
divider <box>312 1156 469 1159</box>
movie-time: ಇಂದು ಸಂಜೆ 4 ಘಂಟೆಗೆ <box>344 840 437 855</box>
hani-body: ಚಿನ್ನಸ್ವಾಮಿ ಕ್ರೀಡಾಂಗಣದಲ್ಲಿ ಕ್ರಿಕೆಟ್ ಇಲ್ಲ, ಇದು ಪೊಲೀಸ್ ಅನುಮತಿ ಸಿಗದ ಕಾರಣ; ಹಾಗೂ ಹೀಗೂ ಪಂದ್ಯ ನಡೆಯಬೇಕಾದರೆ ಬಲವಾಗಿ ಇದ್ದಿರಬೇಕು ಅದೃಷ್ಟ ಬಲ! <box>158 297 473 346</box>
movie-cast: ಸುದೀಪ್, ನೀತಾಅಶೋಕ್, ಆರಾಧ್ಯ, ಜಾಕ್ವೆಲಿನ್, ನಿರೂಪ್ <box>301 1896 481 1926</box>
channel-title: ಸಿರಿಕನ್ನಡ ವಾಹಿನಿ <box>345 1534 436 1554</box>
neeti-paragraph: ಚಿಂತಾಮಣಿ ಡಿ.24: ಸಾಹಿತಿ ಅಮರನಾರೇಯಣ ಅವರ 'ನೀತಿ ಶತಕ' ಕೃತಿಯು ಜನರ ಬದುಕನ್ನು ತಿದ್ದುವ ದಾರಿದೀಪವಾಗಿದೆ ಎಂದು ಗಣ್ಯರು ಶ್ಲಾಘಿಸಿದರು. <box>1145 690 1305 770</box>
neeti-paragraph: ಸಮಾರಂಭದಲ್ಲಿ ಸಾಹಿತಿಗಳು, ಶಿಕ್ಷಕರು, ವಿದ್ಯಾರ್ಥಿಗಳು ಭಾಗವಹಿಸಿದ್ದರು. ಕೃತಿಕಾರರನ್ನು ಸನ್ಮಾನಿಸಲಾಯಿತು. <box>1145 881 1305 946</box>
gokula-article <box>496 74 650 1683</box>
good-word-box <box>146 78 485 233</box>
movie-time: ಇಂದು ರಾತ್ರಿ 8 ಘಂಟೆಗೆ <box>346 915 435 930</box>
movie-time: ಇಂದು ಮ. 3-30ಕ್ಕೆ <box>352 1676 430 1691</box>
cinema-listings-column <box>295 454 486 2229</box>
karate-subhead: ಕರಾಟೆ ವಿದ್ಯಾರ್ಥಿಗಳಿಗೆ ಬೆಲ್ಟ್, ಪ್ರಶಸ್ತಿಪತ್ರ ನೀಡಿಕೆ <box>983 2089 1133 2128</box>
chitralahari-caption: ಬಾಗೇಪಲ್ಲಿಯ ತೋಟಗಾರಿಕೆ ಕಾಲೇಜಿನಲ್ಲಿ ನಡೆದ ಸಮಾರಂಭದಲ್ಲಿ ಸಾಧಕ ವಿದ್ಯಾರ್ಥಿಗಳಿಗೆ ಪ್ರಮಾಣಪತ್ರ ಹಾಗೂ ಪ್ರಶಸ್ತಿ ಪ್ರದಾನ ಮಾಡಲಾಯಿತು. <box>1338 1380 1532 1424</box>
water-shortage-kicker: ನೀರಿನ ಕೊರತೆ ಆತಂಕ <box>1125 70 1277 95</box>
gokula-body: ಕೋಲಾರ ಡಿ.24: ನಗರದ ಹಾರೋಹಳ್ಳಿಯ ಗೋಕುಲ ವಿದ್ಯಾ ಸಂಸ್ಥೆಯ ವಾರ್ಷಿಕೋತ್ಸವ ಹಾಗೂ ಪ್ರತಿಭಾ ಪುರಸ್ಕಾರ ಸಮಾರಂಭ ಅದ್ದೂರಿಯಾಗಿ ನಡೆಯಿತು. ಗೋಕುಲ ಇಣ್ಣಾಟಿಕ್ಯುಷನ್ ಆಫ್ ಪ್ಯಾರಾಮೆಡಿಕಲ್ ಸೈನ್ಸ್ ಸಭಾಂಗಣದಲ್ಲಿ ನಡೆದ ಕಾರ್ಯಕ್ರಮದಲ್ಲಿ ಗೋಕುಲ ವಿದ್ಯಾ ಸಂಸ್ಥೆಗಳ ವ್ಯಾವರ್ಥಕಾಂತ್ರಮ ಸಮಾರಂಭ ಇದೇ ದಿನ ಶುಕ್ರವಾರ ಬೆಳಿಗ್ಗೆ 10 ಘಂಟೆಗೆ ನಡೆಯಲಿದೆ ಎಂದು ಪ್ರಕಟಣೆ ತಿಳಿಸಿದೆ. <box>496 123 643 336</box>
movie-title: ಮ್ಯಾಕ್ಸ್ <box>370 1814 411 1834</box>
temple-entry-head: ಮಾಲೂರಿನಲ್ಲಿ ಧನುರ್ಮಾಸ ಪೂಜೆ <box>106 1135 285 1154</box>
date-label: 25-12-2025 <box>1401 31 1518 59</box>
channel-title: ಕಲರ್ಸ್ ಸೂಪರ್ <box>345 1053 436 1072</box>
